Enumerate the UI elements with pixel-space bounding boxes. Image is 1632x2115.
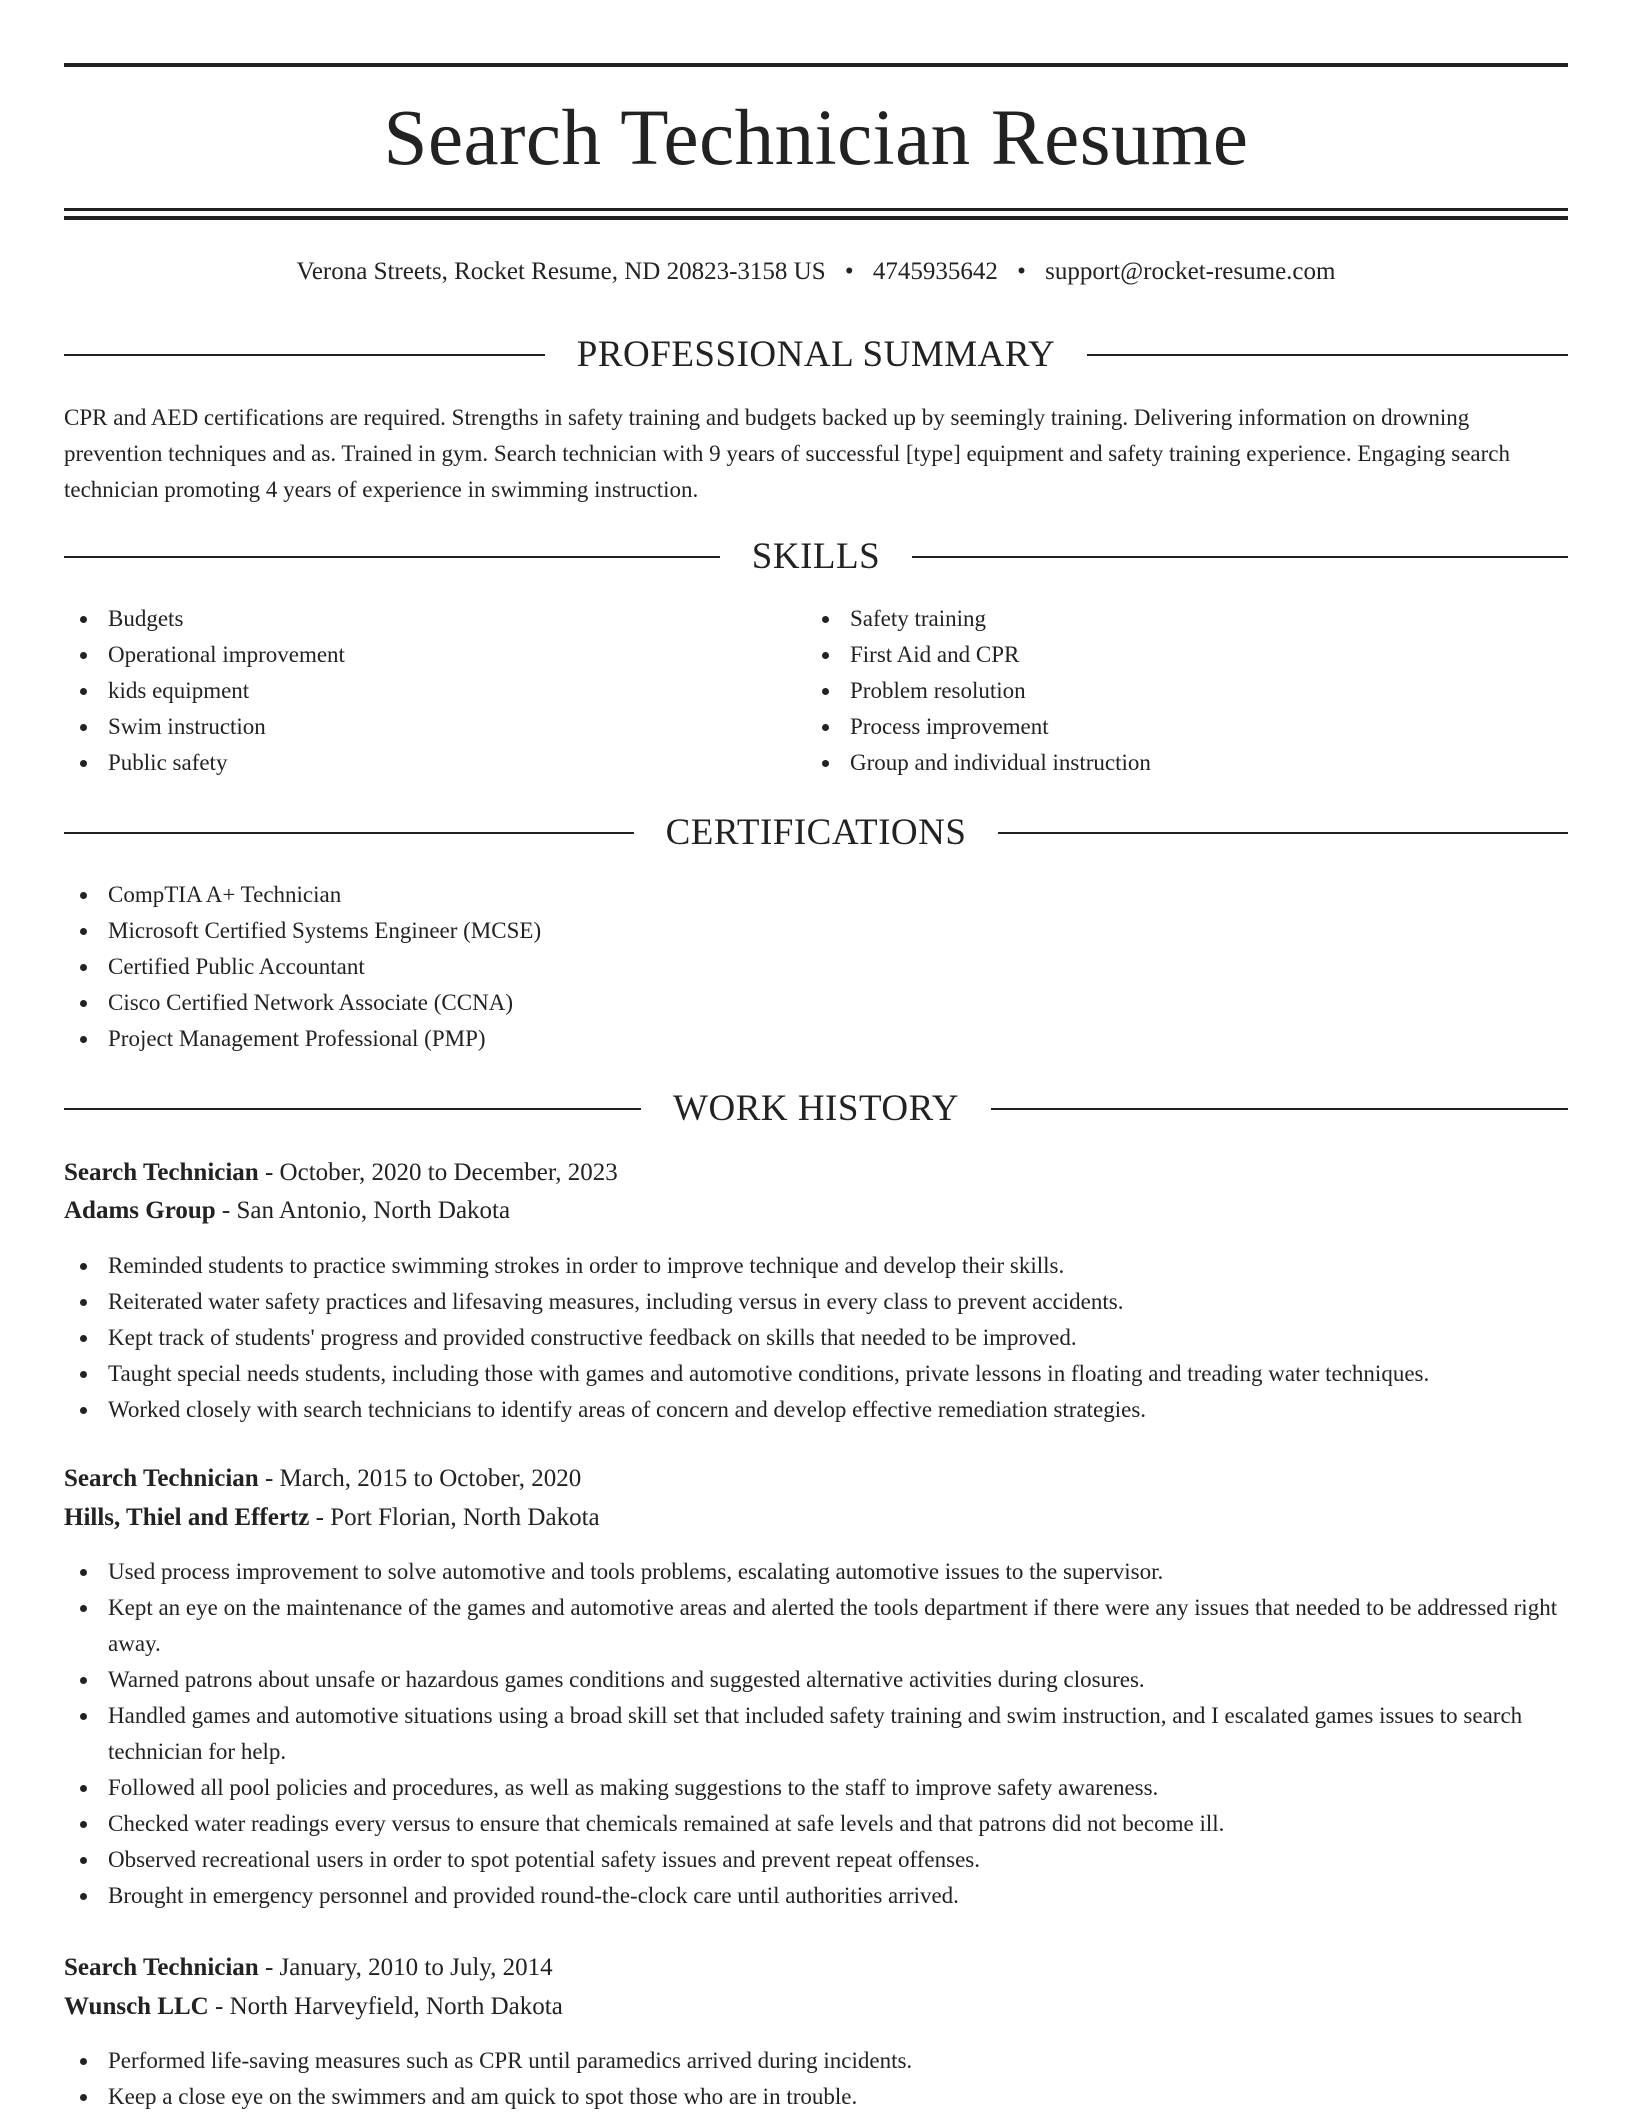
job-company: Wunsch LLC — [64, 1993, 209, 2020]
job-duty: Reiterated water safety practices and lifesaving measures, including versus in every class to prevent accidents. — [64, 1284, 1568, 1320]
contact-separator: • — [844, 258, 854, 285]
job-dates: - March, 2015 to October, 2020 — [258, 1465, 582, 1492]
job-duty: Reminded students to practice swimming strokes in order to improve technique and develop their skills. — [64, 1248, 1568, 1284]
job-company-line — [64, 1500, 1568, 1536]
job-duties-list — [64, 1554, 1568, 1914]
job-duty: Checked water readings every versus to ensure that chemicals remained at safe levels and that patrons did not become ill. — [64, 1806, 1568, 1842]
certification-item: Microsoft Certified Systems Engineer (MCSE) — [64, 913, 1568, 949]
job-duty: Kept track of students' progress and provided constructive feedback on skills that needed to be improved. — [64, 1320, 1568, 1356]
skill-item: kids equipment — [64, 673, 764, 709]
job-duty: Taught special needs students, including those with games and automotive conditions, private lessons in floating and treading water techniques. — [64, 1356, 1568, 1392]
skill-item: Budgets — [64, 601, 764, 637]
summary-heading-label: PROFESSIONAL SUMMARY — [576, 334, 1056, 375]
job-title-line — [64, 1461, 1568, 1497]
certifications-heading-label: CERTIFICATIONS — [665, 812, 967, 853]
job-duty: Keep a close eye on the swimmers and am quick to spot those who are in trouble. — [64, 2079, 1568, 2115]
contact-phone: 4745935642 — [872, 258, 998, 285]
job-location: - Port Florian, North Dakota — [309, 1504, 600, 1531]
job-duty: Worked closely with search technicians to identify areas of concern and develop effective remediation strategies. — [64, 1392, 1568, 1428]
job-dates: - January, 2010 to July, 2014 — [258, 1954, 553, 1981]
skill-item: Safety training — [806, 601, 1506, 637]
heading-rule-right — [1087, 354, 1568, 356]
job-title: Search Technician — [64, 1465, 259, 1492]
contact-email: support@rocket-resume.com — [1045, 258, 1336, 285]
summary-text: CPR and AED certifications are required. Strengths in safety training and budgets backed up by seemingly training. Delivering information on drowning prevention techniques and as. Trained in gym. Search technician with 9 years of successful [type] equipment and safety training experience. Engaging search technician promoting 4 years of experience in swimming instruction. — [64, 405, 1510, 502]
job-duty: Handled games and automotive situations using a broad skill set that included safety training and swim instruction, and I escalated games issues to search technician for help. — [64, 1698, 1568, 1770]
heading-rule-left — [64, 354, 545, 356]
job-title-line — [64, 1155, 1568, 1191]
skill-item: Operational improvement — [64, 637, 764, 673]
heading-rule-left — [64, 556, 720, 558]
certification-item: Certified Public Accountant — [64, 949, 1568, 985]
job-duty: Warned patrons about unsafe or hazardous games conditions and suggested alternative activities during closures. — [64, 1662, 1568, 1698]
certifications-list — [64, 877, 1568, 1057]
job-duty: Kept an eye on the maintenance of the games and automotive areas and alerted the tools department if there were any issues that needed to be addressed right away. — [64, 1590, 1568, 1662]
contact-separator: • — [1017, 258, 1026, 285]
job-duties-list — [64, 2043, 1568, 2115]
skill-item: Public safety — [64, 745, 764, 781]
summary-heading — [64, 333, 1568, 377]
job-title-line — [64, 1950, 1568, 1986]
job-company-line — [64, 1193, 1568, 1229]
contact-line — [64, 254, 1568, 290]
job-company: Adams Group — [64, 1197, 216, 1224]
work-history-heading — [64, 1087, 1568, 1131]
skills-heading — [64, 535, 1568, 579]
top-rule — [64, 63, 1568, 67]
heading-rule-right — [998, 832, 1568, 834]
skill-item: Swim instruction — [64, 709, 764, 745]
certification-item: Project Management Professional (PMP) — [64, 1021, 1568, 1057]
skills-heading-label: SKILLS — [751, 536, 881, 577]
skills-list-right — [806, 601, 1506, 781]
title-rule-lower — [64, 216, 1568, 220]
certification-item: CompTIA A+ Technician — [64, 877, 1568, 913]
job-duty: Performed life-saving measures such as CPR until paramedics arrived during incidents. — [64, 2043, 1568, 2079]
work-history-heading-label: WORK HISTORY — [673, 1088, 959, 1129]
certification-item: Cisco Certified Network Associate (CCNA) — [64, 985, 1568, 1021]
skill-item: Group and individual instruction — [806, 745, 1506, 781]
job-location: - San Antonio, North Dakota — [215, 1197, 511, 1224]
job-duty: Brought in emergency personnel and provided round-the-clock care until authorities arrived. — [64, 1878, 1568, 1914]
heading-rule-left — [64, 832, 634, 834]
heading-rule-left — [64, 1108, 641, 1110]
skills-list-left — [64, 601, 764, 781]
certifications-heading — [64, 811, 1568, 855]
job-duty: Observed recreational users in order to spot potential safety issues and prevent repeat offenses. — [64, 1842, 1568, 1878]
job-duty: Followed all pool policies and procedures, as well as making suggestions to the staff to improve safety awareness. — [64, 1770, 1568, 1806]
job-company: Hills, Thiel and Effertz — [64, 1504, 310, 1531]
job-location: - North Harveyfield, North Dakota — [208, 1993, 563, 2020]
job-title: Search Technician — [64, 1954, 259, 1981]
skill-item: Process improvement — [806, 709, 1506, 745]
skill-item: First Aid and CPR — [806, 637, 1506, 673]
job-dates: - October, 2020 to December, 2023 — [258, 1159, 618, 1186]
job-title: Search Technician — [64, 1159, 259, 1186]
heading-rule-right — [912, 556, 1568, 558]
contact-address: Verona Streets, Rocket Resume, ND 20823-3158 US — [296, 258, 826, 285]
skill-item: Problem resolution — [806, 673, 1506, 709]
heading-rule-right — [991, 1108, 1568, 1110]
job-duties-list — [64, 1248, 1568, 1428]
title-rule-upper — [64, 208, 1568, 211]
resume-title: Search Technician Resume — [383, 95, 1249, 182]
job-company-line — [64, 1989, 1568, 2025]
job-duty: Used process improvement to solve automotive and tools problems, escalating automotive issues to the supervisor. — [64, 1554, 1568, 1590]
